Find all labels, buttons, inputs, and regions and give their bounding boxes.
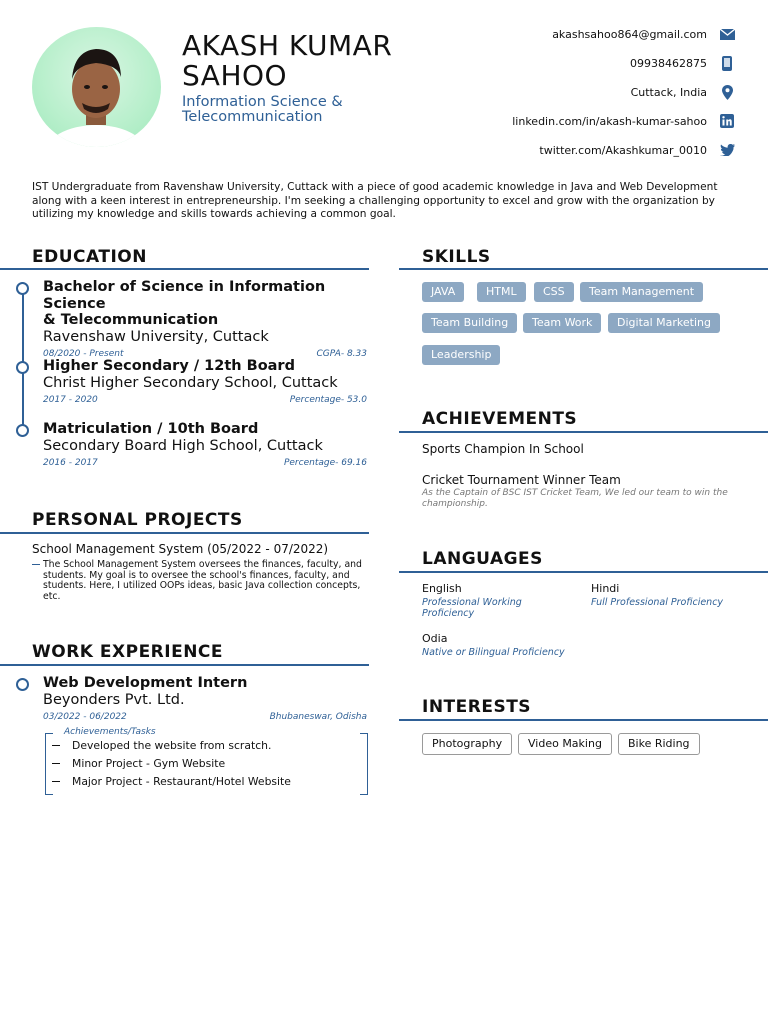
edu-score: Percentage- 69.16: [283, 457, 367, 468]
skill-tag: Team Work: [523, 313, 601, 333]
skill-tag: Team Management: [580, 282, 703, 302]
tasks-bracket-right: [360, 733, 368, 795]
degree-title: Bachelor of Science in Information Science: [43, 279, 326, 312]
contact-phone[interactable]: [630, 55, 735, 71]
achievements-heading: ACHIEVEMENTS: [422, 409, 578, 429]
linkedin-icon: [719, 113, 735, 129]
subtitle-line-1: Information Science &: [182, 94, 343, 110]
contact-twitter-text[interactable]: twitter.com/Akashkumar_0010: [539, 143, 707, 157]
edu-score: Percentage- 53.0: [289, 394, 367, 405]
contact-location-text: Cuttack, India: [630, 85, 707, 99]
project-bullet: [32, 564, 40, 565]
task-item: [52, 739, 271, 752]
school-name: Ravenshaw University, Cuttack: [43, 328, 269, 345]
edu-dates: 08/2020 - Present: [43, 348, 124, 359]
project-description: The School Management System oversees the finances, faculty, and students. My goal is to oversee the school's finances, faculty, and students. Here, I utilized OOPs ideas, basic Java collection concepts, etc.: [43, 559, 362, 602]
contact-email[interactable]: [552, 26, 735, 42]
subtitle-line-2: Telecommunication: [182, 109, 323, 125]
project-title: School Management System (05/2022 - 07/2022): [32, 542, 329, 556]
language-level: Full Professional Proficiency: [591, 597, 724, 608]
work-item: [43, 675, 369, 722]
skill-tag: Digital Marketing: [608, 313, 720, 333]
contact-linkedin-text[interactable]: linkedin.com/in/akash-kumar-sahoo: [512, 114, 707, 128]
skill-tag: CSS: [534, 282, 574, 302]
profile-photo: [32, 27, 161, 147]
language-name: Hindi: [591, 582, 620, 595]
task-item: [52, 775, 291, 788]
task-text: Major Project - Restaurant/Hotel Website: [72, 775, 291, 788]
work-dates: 03/2022 - 06/2022: [43, 711, 127, 722]
interest-tag: Photography: [422, 733, 512, 755]
edu-dates: 2017 - 2020: [43, 394, 98, 405]
candidate-subtitle: [182, 95, 382, 125]
company-name: Beyonders Pvt. Ltd.: [43, 691, 185, 708]
projects-rule: [0, 532, 369, 534]
skill-tag: Leadership: [422, 345, 500, 365]
email-icon: [719, 26, 735, 42]
edu-score: CGPA- 8.33: [316, 348, 367, 359]
contact-location: [631, 84, 735, 100]
work-location: Bhubaneswar, Odisha: [269, 711, 367, 722]
timeline-dot: [16, 361, 29, 374]
achievement-title: Cricket Tournament Winner Team: [422, 473, 621, 487]
languages-rule: [399, 571, 768, 573]
education-item-3: [43, 421, 369, 468]
interests-heading: INTERESTS: [422, 697, 532, 717]
language-level: Native or Bilingual Proficiency: [422, 647, 565, 658]
edu-dates: 2016 - 2017: [43, 457, 98, 468]
skill-tag: HTML: [477, 282, 526, 302]
school-name: Christ Higher Secondary School, Cuttack: [43, 374, 338, 391]
degree-title: Matriculation / 10th Board: [43, 421, 259, 437]
summary-text: IST Undergraduate from Ravenshaw University, Cuttack with a piece of good academic knowledge in Java and Web Development along with a keen interest in entrepreneurship. I'm seeking a challenging opportunity to excel and grow with the organization by utilizing my knowledge and skills towards achieving a common goal.: [32, 181, 718, 220]
timeline-dot: [16, 678, 29, 691]
achievement-title: Sports Champion In School: [422, 442, 584, 456]
education-heading: EDUCATION: [32, 247, 147, 267]
task-item: [52, 757, 225, 770]
timeline-dot: [16, 282, 29, 295]
school-name: Secondary Board High School, Cuttack: [43, 437, 323, 454]
work-heading: WORK EXPERIENCE: [32, 642, 224, 662]
name-line-1: AKASH KUMAR: [182, 29, 393, 62]
degree-title-cont: & Telecommunication: [43, 312, 219, 328]
degree-title: Higher Secondary / 12th Board: [43, 358, 295, 374]
projects-heading: PERSONAL PROJECTS: [32, 510, 243, 530]
timeline-dot: [16, 424, 29, 437]
interests-rule: [399, 719, 768, 721]
skill-tag: JAVA: [422, 282, 464, 302]
twitter-icon: [719, 142, 735, 158]
phone-icon: [719, 55, 735, 71]
achievement-description: As the Captain of BSC IST Cricket Team, We led our team to win the championship.: [422, 488, 728, 509]
job-role: Web Development Intern: [43, 675, 248, 691]
contact-email-text[interactable]: akashsahoo864@gmail.com: [552, 27, 707, 41]
language-name: English: [422, 582, 462, 595]
task-text: Developed the website from scratch.: [72, 739, 272, 752]
task-text: Minor Project - Gym Website: [72, 757, 226, 770]
achievements-rule: [399, 431, 768, 433]
contact-phone-text[interactable]: 09938462875: [630, 56, 707, 70]
language-name: Odia: [422, 632, 448, 645]
education-item-1: [43, 279, 369, 359]
tasks-label: Achievements/Tasks: [64, 727, 156, 737]
contact-linkedin[interactable]: [512, 113, 735, 129]
languages-heading: LANGUAGES: [422, 549, 543, 569]
contact-twitter[interactable]: [539, 142, 735, 158]
candidate-name: [182, 31, 442, 91]
education-rule: [0, 268, 369, 270]
education-item-2: [43, 358, 369, 405]
interest-tag: Bike Riding: [618, 733, 700, 755]
work-rule: [0, 664, 369, 666]
skills-heading: SKILLS: [422, 247, 491, 267]
location-icon: [719, 84, 735, 100]
skills-rule: [399, 268, 768, 270]
interest-tag: Video Making: [518, 733, 612, 755]
name-line-2: SAHOO: [182, 59, 288, 92]
language-level: Professional Working Proficiency: [422, 597, 522, 619]
skill-tag: Team Building: [422, 313, 517, 333]
